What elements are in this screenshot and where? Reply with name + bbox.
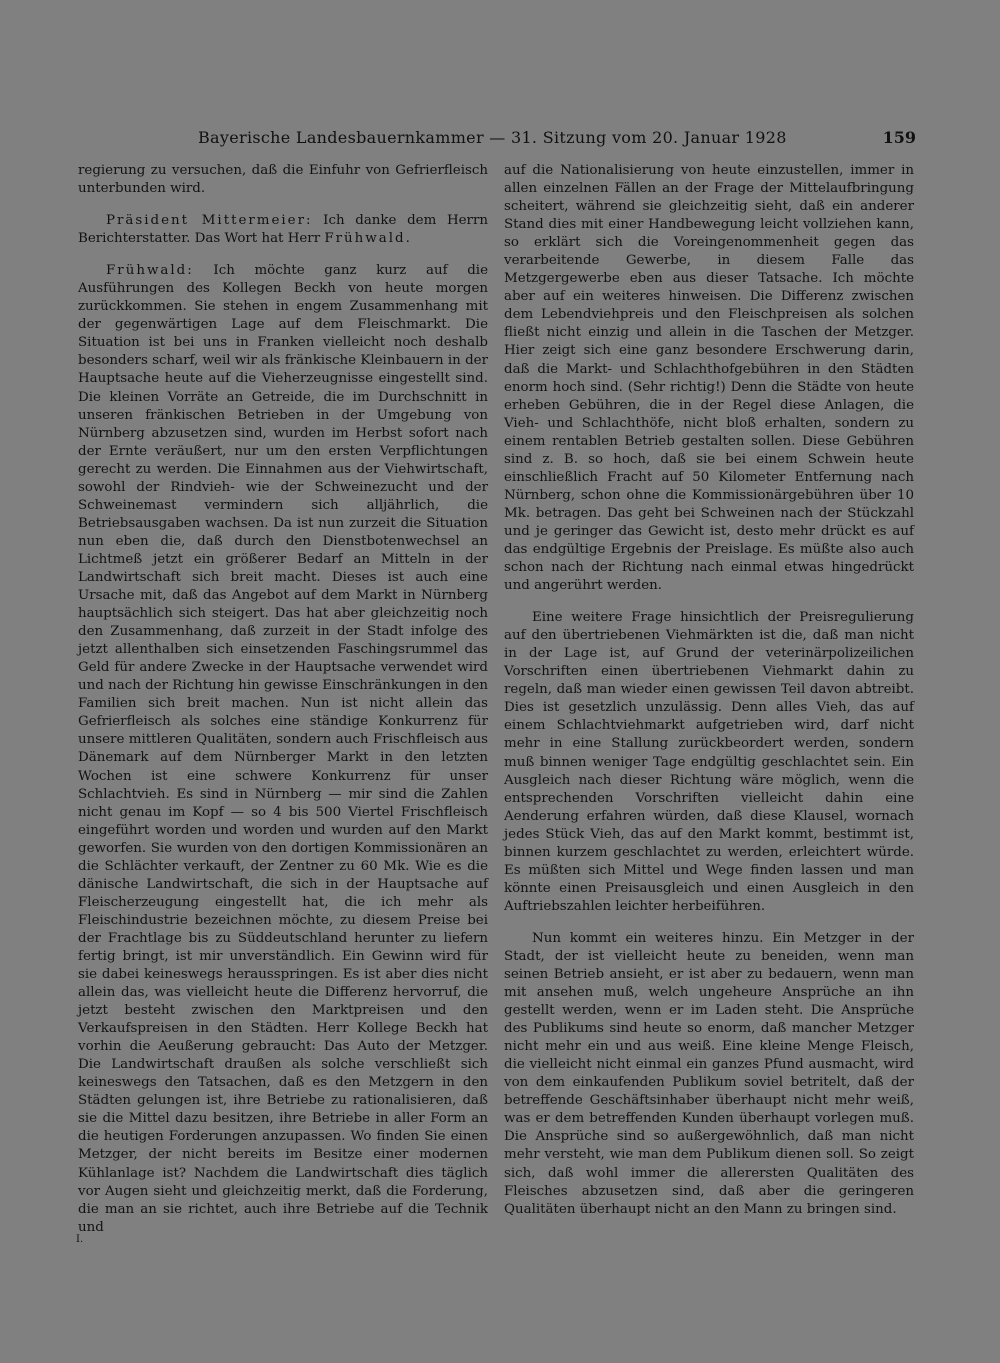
paragraph [78, 262, 488, 1237]
right-column [504, 162, 914, 1233]
footer-mark: I. [76, 1234, 84, 1245]
paragraph: Eine weitere Frage hinsichtlich der Preisregulierung auf den übertriebenen Viehmärkten ist die, daß man nicht in der Lage ist, auf Grund der veterinärpolizeilichen Vorschriften einen übertriebenen Viehmarkt dahin zu regeln, daß man wieder einen gewissen Teil davon abtreibt. Dies ist gesetzlich unzulässig. Denn alles Vieh, das auf einem Schlachtviehmarkt aufgetrieben wird, darf nicht mehr in eine Stallung zurückbeordert werden, sondern muß binnen weniger Tage endgültig geschlachtet sein. Ein Ausgleich nach dieser Richtung wäre möglich, wenn die entsprechenden Vorschriften vielleicht dahin eine Aenderung erfahren würden, daß diese Klausel, wornach jedes Stück Vieh, das auf den Markt kommt, bestimmt ist, binnen kurzem geschlachtet zu werden, erleichtert würde. Es müßten sich Mittel und Wege finden lassen und man könnte einen Preisausgleich und einen Ausgleich in den Auftriebszahlen leichter herbeiführen. [504, 610, 914, 914]
paragraph: auf die Nationalisierung von heute einzustellen, immer in allen einzelnen Fällen an der Frage der Mittelaufbringung scheitert, während sie gleichzeitig sieht, daß ein anderer Stand dies mit einer Handbewegung leicht vollziehen kann, so erklärt sich die Voreingenommenheit gegen das verarbeitende Gewerbe, in diesem Falle das Metzgergewerbe eben aus dieser Tatsache. Ich möchte aber auf ein weiteres hinweisen. Die Differenz zwischen dem Lebendviehpreis und den Fleischpreisen als solchen fließt nicht einzig und allein in die Taschen der Metzger. Hier zeigt sich eine ganz besondere Erschwerung darin, daß die Markt- und Schlachthofgebühren in den Städten enorm hoch sind. (Sehr richtig!) Denn die Städte von heute erheben Gebühren, die in der Regel diese Anlagen, die Vieh- und Schlachthöfe, nicht bloß erhalten, sondern zu einem rentablen Betrieb gestalten sollen. Diese Gebühren sind z. B. so hoch, daß sie bei einem Schwein heute einschließlich Fracht auf 50 Kilometer Entfernung nach Nürnberg, schon ohne die Kommissionärgebühren über 10 Mk. betragen. Das geht bei Schweinen nach der Stückzahl und je geringer das Gewicht ist, desto mehr drückt es auf das endgültige Ergebnis der Preislage. Es müßte also auch schon nach der Richtung nach einmal etwas hingedrückt und angerührt werden. [504, 163, 914, 594]
speaker-name: Frühwald: [106, 263, 194, 279]
speaker-name: Präsident Mittermeier: [106, 213, 313, 229]
speaker-name: Frühwald [324, 231, 406, 247]
paragraph-text: Ich möchte ganz kurz auf die Ausführungen des Kollegen Beckh von heute morgen zurückkommen. Sie stehen in engem Zusammenhang mit der gegenwärtigen Lage auf dem Fleischmarkt. Die Situation ist bei uns in Franken vielleicht noch deshalb besonders scharf, weil wir als fränkische Kleinbauern in der Hauptsache heute auf die Vieherzeugnisse eingestellt sind. Die kleinen Vorräte an Getreide, die im Durchschnitt in unseren fränkischen Betrieben in der Umgebung von Nürnberg abzusetzen sind, wurden im Herbst sofort nach der Ernte veräußert, nur um den ersten Verpflichtungen gerecht zu werden. Die Einnahmen aus der Viehwirtschaft, sowohl der Rindvieh- wie der Schweinezucht und der Schweinemast vermindern sich alljährlich, die Betriebsausgaben wachsen. Da ist nun zurzeit die Situation nun eben die, daß durch den Dienstbotenwechsel an Lichtmeß jetzt ein größerer Bedarf an Mitteln in der Landwirtschaft sich breit macht. Dieses ist auch eine Ursache mit, daß das Angebot auf dem Markt in Nürnberg hauptsächlich sich steigert. Das hat aber gleichzeitig noch den Zusammenhang, daß zurzeit in der Stadt infolge des jetzt allenthalben sich einsetzenden Faschingsrummel das Geld für andere Zwecke in der Hauptsache verwendet wird und nach der Richtung hin gewisse Einschränkungen in den Familien sich breit machen. Nun ist nicht allein das Gefrierfleisch als solches eine ständige Konkurrenz für unsere mittleren Qualitäten, sondern auch Frischfleisch aus Dänemark auf dem Nürnberger Markt in den letzten Wochen ist eine schwere Konkurrenz für unser Schlachtvieh. Es sind in Nürnberg — mir sind die Zahlen nicht genau im Kopf — so 4 bis 500 Viertel Frischfleisch eingeführt worden und worden und wurden auf den Markt geworfen. Sie wurden von den dortigen Kommissionären an die Schlächter verkauft, der Zentner zu 60 Mk. Wie es die dänische Landwirtschaft, die sich in der Hauptsache auf Fleischerzeugung eingestellt hat, die ich mehr als Fleischindustrie bezeichnen möchte, zu diesem Preise bei der Frachtlage bis zu Süddeutschland herunter zu liefern fertig bringt, ist mir unverständlich. Ein Gewinn wird für sie dabei keineswegs herausspringen. Es ist aber dies nicht allein das, was vielleicht heute die Differenz hervorruf, die jetzt besteht zwischen den Marktpreisen und den Verkaufspreisen in den Städten. Herr Kollege Beckh hat vorhin die Aeußerung gebraucht: Das Auto der Metzger. Die Landwirtschaft draußen als solche verschließt sich keineswegs den Tatsachen, daß es den Metzgern in den Städten gelungen ist, ihre Betriebe zu rationalisieren, daß sie die Mittel dazu besitzen, ihre Betriebe in aller Form an die heutigen Forderungen anzupassen. Wo finden Sie einen Metzger, der nicht bereits im Besitze einer modernen Kühlanlage ist? Nachdem die Landwirtschaft dies täglich vor Augen sieht und gleichzeitig merkt, daß die Forderung, die man an sie richtet, auch ihre Betriebe auf die Technik und [78, 263, 488, 1235]
page-number: 159 [882, 128, 916, 147]
paragraph-text: Ich danke dem Herrn Berichterstatter. Das Wort hat Herr [78, 213, 488, 247]
paragraph [78, 212, 488, 248]
paragraph: regierung zu versuchen, daß die Einfuhr von Gefrierfleisch unterbunden wird. [78, 163, 488, 197]
page-header [78, 128, 916, 154]
running-title: Bayerische Landesbauernkammer — 31. Sitzung vom 20. Januar 1928 [198, 128, 787, 147]
paragraph: Nun kommt ein weiteres hinzu. Ein Metzger in der Stadt, der ist vielleicht heute zu beneiden, wenn man seinen Betrieb ansieht, er ist aber zu bedauern, wenn man mit ansehen muß, welch ungeheure Ansprüche an ihn gestellt werden, wenn er im Laden steht. Die Ansprüche des Publikums sind heute so enorm, daß mancher Metzger nicht mehr ein und aus weiß. Eine kleine Menge Fleisch, die vielleicht nicht einmal ein ganzes Pfund ausmacht, wird von dem einkaufenden Publikum soviel betritelt, daß der betreffende Geschäftsinhaber überhaupt nicht mehr weiß, was er dem betreffenden Kunden überhaupt vorlegen muß. Die Ansprüche sind so außergewöhnlich, daß man nicht mehr versteht, wie man dem Publikum dienen soll. So zeigt sich, daß wohl immer die allerersten Qualitäten des Fleisches abzusetzen sind, daß aber die geringeren Qualitäten überhaupt nicht an den Mann zu bringen sind. [504, 930, 914, 1217]
left-column [78, 162, 488, 1251]
paragraph-text: . [405, 231, 410, 247]
